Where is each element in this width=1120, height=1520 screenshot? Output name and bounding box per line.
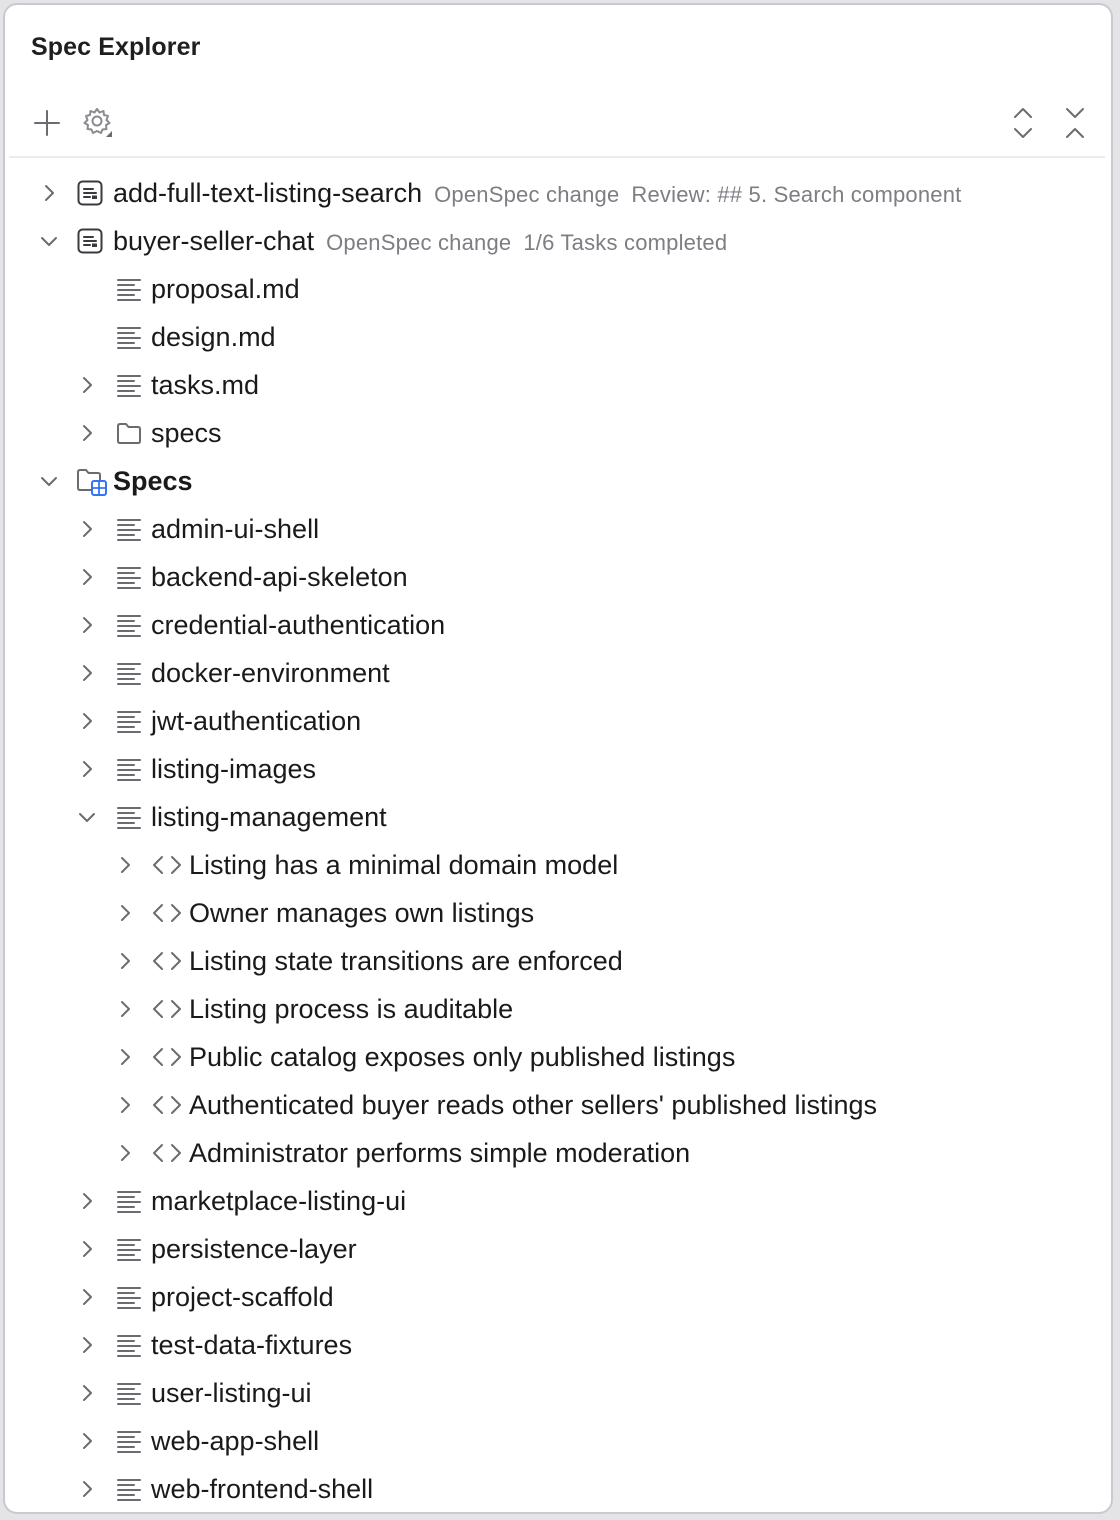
spec-name: listing-images [151, 754, 317, 784]
chevron-right-icon[interactable] [75, 613, 99, 637]
tree-row-specs-root[interactable] [5, 457, 1111, 505]
change-file-icon [76, 179, 104, 207]
spec-name: credential-authentication [151, 610, 446, 640]
change-name: add-full-text-listing-search [113, 178, 423, 208]
document-icon [115, 1379, 143, 1407]
document-icon [115, 659, 143, 687]
document-icon [115, 803, 143, 831]
code-icon [151, 899, 183, 927]
chevron-right-icon[interactable] [75, 1477, 99, 1501]
spec-name: marketplace-listing-ui [151, 1186, 407, 1216]
tree-row-requirement[interactable] [5, 841, 1111, 889]
requirement-name: Public catalog exposes only published listings [189, 1042, 736, 1072]
specs-folder-icon [76, 465, 108, 497]
folder-icon [115, 419, 143, 447]
requirement-name: Listing state transitions are enforced [189, 946, 623, 976]
plus-icon[interactable] [25, 101, 69, 145]
chevron-right-icon[interactable] [75, 709, 99, 733]
tree-row-spec[interactable] [5, 1321, 1111, 1369]
spec-name: user-listing-ui [151, 1378, 312, 1408]
document-icon [115, 707, 143, 735]
spec-explorer-panel [3, 3, 1113, 1514]
tree-row-requirement[interactable] [5, 985, 1111, 1033]
change-file-icon [76, 227, 104, 255]
chevron-right-icon[interactable] [113, 901, 137, 925]
code-icon [151, 1091, 183, 1119]
requirement-name: Owner manages own listings [189, 898, 535, 928]
tree-row-requirement[interactable] [5, 937, 1111, 985]
document-icon [115, 515, 143, 543]
document-icon [115, 1331, 143, 1359]
folder-name: specs [151, 418, 222, 448]
spec-name: listing-management [151, 802, 387, 832]
file-name: design.md [151, 322, 276, 352]
chevron-right-icon[interactable] [75, 421, 99, 445]
requirement-name: Authenticated buyer reads other sellers' published listings [189, 1090, 878, 1120]
tree-row-change[interactable] [5, 217, 1111, 265]
tree-row-spec[interactable] [5, 697, 1111, 745]
chevron-right-icon[interactable] [37, 181, 61, 205]
chevron-right-icon[interactable] [113, 949, 137, 973]
chevron-right-icon[interactable] [75, 661, 99, 685]
tree-row-spec[interactable] [5, 1273, 1111, 1321]
tree-row-requirement[interactable] [5, 1081, 1111, 1129]
chevron-right-icon[interactable] [75, 1333, 99, 1357]
tree-row-requirement[interactable] [5, 1033, 1111, 1081]
collapse-all-icon[interactable] [1053, 101, 1097, 145]
change-type: OpenSpec change [326, 230, 512, 255]
document-icon [115, 563, 143, 591]
tree-row-requirement[interactable] [5, 889, 1111, 937]
document-icon [115, 1427, 143, 1455]
toolbar [5, 101, 1111, 151]
chevron-right-icon[interactable] [75, 1237, 99, 1261]
code-icon [151, 1139, 183, 1167]
document-icon [115, 1235, 143, 1263]
panel-title: Spec Explorer [31, 33, 201, 61]
tree-row-change[interactable] [5, 169, 1111, 217]
spec-name: backend-api-skeleton [151, 562, 408, 592]
chevron-right-icon[interactable] [75, 565, 99, 589]
spec-name: jwt-authentication [151, 706, 362, 736]
spec-name: web-frontend-shell [151, 1474, 374, 1504]
requirement-name: Administrator performs simple moderation [189, 1138, 691, 1168]
code-icon [151, 947, 183, 975]
chevron-down-icon[interactable] [75, 805, 99, 829]
code-icon [151, 851, 183, 879]
document-icon [115, 275, 143, 303]
chevron-right-icon[interactable] [75, 373, 99, 397]
toolbar-divider [9, 156, 1105, 158]
tree-row-spec[interactable] [5, 649, 1111, 697]
tree-row-spec[interactable] [5, 745, 1111, 793]
tree-row-file[interactable] [5, 265, 1111, 313]
spec-name: docker-environment [151, 658, 390, 688]
spec-name: admin-ui-shell [151, 514, 320, 544]
document-icon [115, 371, 143, 399]
spec-name: project-scaffold [151, 1282, 334, 1312]
spec-tree [5, 169, 1111, 1513]
spec-name: test-data-fixtures [151, 1330, 353, 1360]
tree-row-spec[interactable] [5, 553, 1111, 601]
tree-row-spec[interactable] [5, 601, 1111, 649]
tree-row-spec[interactable] [5, 505, 1111, 553]
document-icon [115, 1283, 143, 1311]
code-icon [151, 995, 183, 1023]
document-icon [115, 755, 143, 783]
code-icon [151, 1043, 183, 1071]
document-icon [115, 323, 143, 351]
file-name: proposal.md [151, 274, 300, 304]
requirement-name: Listing has a minimal domain model [189, 850, 619, 880]
chevron-right-icon[interactable] [75, 1429, 99, 1453]
requirement-name: Listing process is auditable [189, 994, 514, 1024]
tree-row-folder[interactable] [5, 409, 1111, 457]
change-type: OpenSpec change [434, 182, 620, 207]
document-icon [115, 1187, 143, 1215]
chevron-right-icon[interactable] [113, 1141, 137, 1165]
tree-row-spec[interactable] [5, 1417, 1111, 1465]
file-name: tasks.md [151, 370, 260, 400]
chevron-right-icon[interactable] [113, 1045, 137, 1069]
chevron-right-icon[interactable] [113, 853, 137, 877]
tree-row-requirement[interactable] [5, 1129, 1111, 1177]
chevron-right-icon[interactable] [75, 1189, 99, 1213]
tree-row-spec[interactable] [5, 793, 1111, 841]
change-name: buyer-seller-chat [113, 226, 315, 256]
chevron-down-icon[interactable] [37, 469, 61, 493]
tree-row-spec[interactable] [5, 1369, 1111, 1417]
specs-root-label: Specs [113, 466, 193, 496]
expand-all-icon[interactable] [1001, 101, 1045, 145]
chevron-right-icon[interactable] [113, 1093, 137, 1117]
chevron-right-icon[interactable] [75, 1285, 99, 1309]
tree-row-spec[interactable] [5, 1225, 1111, 1273]
chevron-right-icon[interactable] [113, 997, 137, 1021]
change-status: 1/6 Tasks completed [523, 230, 728, 255]
gear-icon[interactable] [77, 101, 121, 145]
document-icon [115, 611, 143, 639]
chevron-down-icon[interactable] [37, 229, 61, 253]
document-icon [115, 1475, 143, 1503]
chevron-right-icon[interactable] [75, 517, 99, 541]
spec-name: web-app-shell [151, 1426, 320, 1456]
tree-row-file[interactable] [5, 313, 1111, 361]
tree-row-spec[interactable] [5, 1465, 1111, 1513]
tree-row-file[interactable] [5, 361, 1111, 409]
spec-name: persistence-layer [151, 1234, 357, 1264]
chevron-right-icon[interactable] [75, 757, 99, 781]
chevron-right-icon[interactable] [75, 1381, 99, 1405]
tree-row-spec[interactable] [5, 1177, 1111, 1225]
change-status: Review: ## 5. Search component [631, 182, 962, 207]
